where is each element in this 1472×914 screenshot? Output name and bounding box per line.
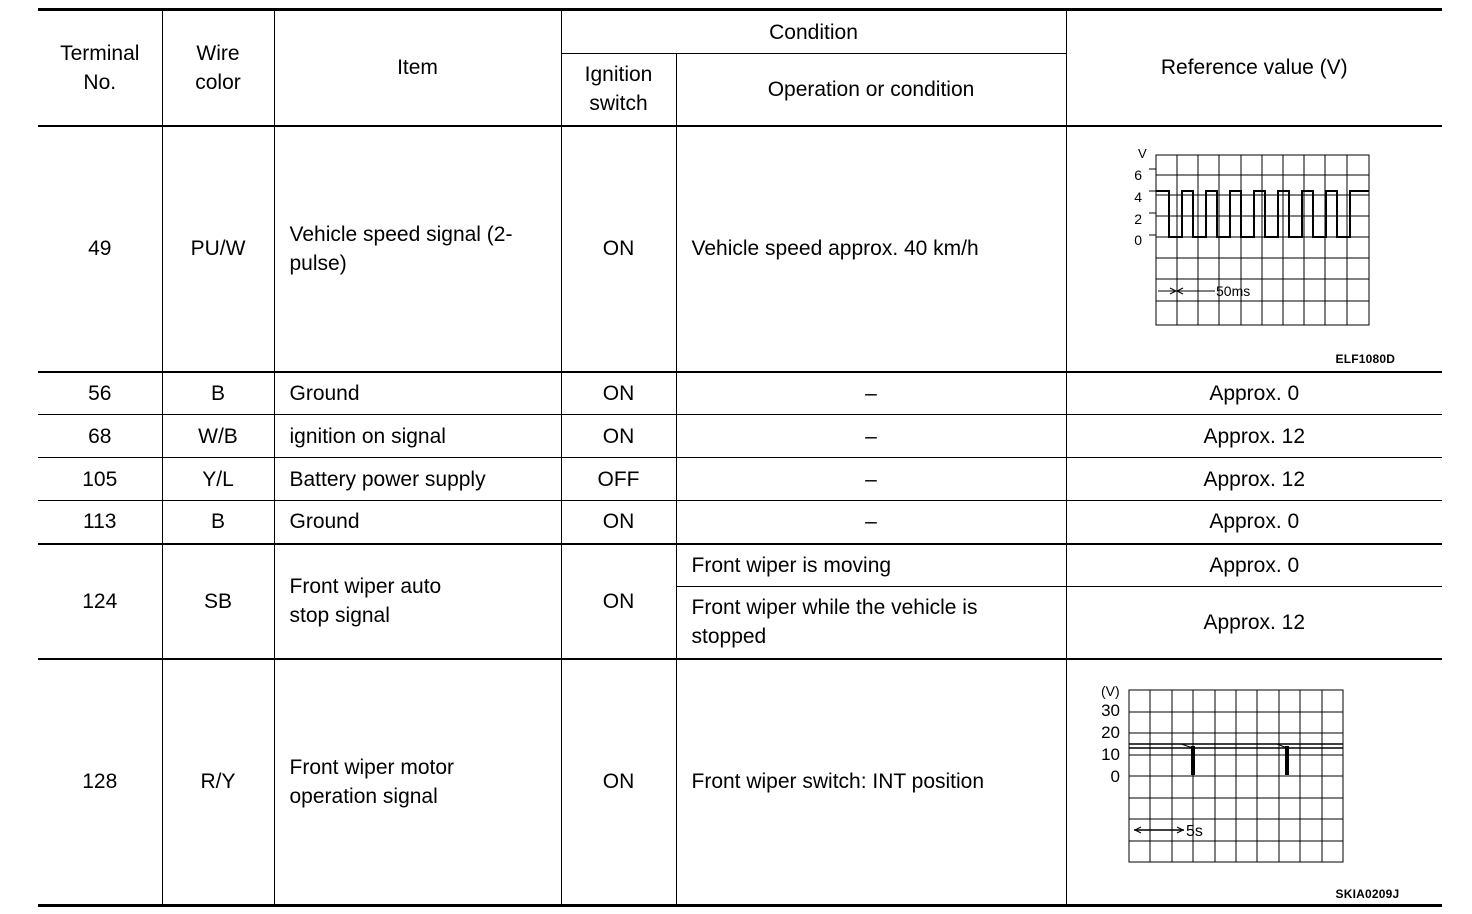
waveform-wiper-graph	[1067, 660, 1443, 904]
operation-text: Front wiper is moving	[676, 544, 1066, 587]
header-operation: Operation or condition	[676, 54, 1066, 126]
reference-value: Approx. 0	[1066, 501, 1442, 544]
item-text: ignition on signal	[274, 415, 561, 458]
header-condition: Condition	[561, 10, 1066, 54]
operation-text: Front wiper switch: INT position	[676, 659, 1066, 906]
waveform-pulse-graph	[1067, 127, 1443, 371]
wire-color: R/Y	[162, 659, 274, 906]
operation-text: –	[676, 501, 1066, 544]
terminal-no: 105	[38, 458, 162, 501]
header-reference-value: Reference value (V)	[1066, 10, 1442, 126]
ignition-value: ON	[561, 372, 676, 415]
table-row	[38, 372, 1442, 415]
figure-code: SKIA0209J	[1335, 886, 1400, 901]
reference-value: Approx. 0	[1066, 372, 1442, 415]
reference-waveform-cell	[1066, 659, 1442, 906]
reference-value: Approx. 12	[1066, 458, 1442, 501]
table-row	[38, 458, 1442, 501]
terminal-no: 56	[38, 372, 162, 415]
header-item: Item	[274, 10, 561, 126]
table-row	[38, 659, 1442, 906]
operation-text: Front wiper while the vehicle is stopped	[676, 587, 1066, 659]
reference-waveform-cell	[1066, 126, 1442, 372]
svg-text:0: 0	[1133, 231, 1142, 248]
operation-text: –	[676, 458, 1066, 501]
terminal-no: 68	[38, 415, 162, 458]
ignition-value: ON	[561, 415, 676, 458]
ignition-value: OFF	[561, 458, 676, 501]
svg-text:2: 2	[1133, 210, 1142, 227]
terminal-no: 124	[38, 544, 162, 659]
header-ignition-switch: Ignition switch	[561, 54, 676, 126]
terminal-no: 49	[38, 126, 162, 372]
svg-text:10: 10	[1100, 744, 1120, 764]
item-text: Battery power supply	[274, 458, 561, 501]
svg-text:5s: 5s	[1185, 822, 1203, 840]
header-terminal: Terminal No.	[38, 10, 162, 126]
header-wire-color: Wire color	[162, 10, 274, 126]
table-row	[38, 501, 1442, 544]
operation-text: –	[676, 372, 1066, 415]
reference-value: Approx. 12	[1066, 415, 1442, 458]
wire-color: W/B	[162, 415, 274, 458]
wire-color: SB	[162, 544, 274, 659]
svg-text:0: 0	[1110, 766, 1120, 786]
terminal-no: 128	[38, 659, 162, 906]
wire-color: B	[162, 372, 274, 415]
ignition-value: ON	[561, 544, 676, 659]
svg-text:30: 30	[1100, 700, 1120, 720]
operation-text: Vehicle speed approx. 40 km/h	[676, 126, 1066, 372]
ignition-value: ON	[561, 659, 676, 906]
table-row	[38, 126, 1442, 372]
wire-color: Y/L	[162, 458, 274, 501]
item-text: Vehicle speed signal (2-pulse)	[274, 126, 561, 372]
reference-value: Approx. 0	[1066, 544, 1442, 587]
svg-text:50ms: 50ms	[1215, 282, 1250, 299]
item-text: Front wiper auto stop signal	[274, 544, 561, 659]
terminal-no: 113	[38, 501, 162, 544]
item-text: Front wiper motor operation signal	[274, 659, 561, 906]
svg-text:20: 20	[1100, 722, 1120, 742]
reference-value: Approx. 12	[1066, 587, 1442, 659]
operation-text: –	[676, 415, 1066, 458]
ignition-value: ON	[561, 501, 676, 544]
svg-text:6: 6	[1133, 166, 1142, 183]
ignition-value: ON	[561, 126, 676, 372]
item-text: Ground	[274, 372, 561, 415]
item-text: Ground	[274, 501, 561, 544]
table-row	[38, 415, 1442, 458]
table-row	[38, 544, 1442, 587]
svg-text:(V): (V)	[1100, 682, 1120, 699]
figure-code: ELF1080D	[1335, 351, 1396, 366]
terminal-spec-table	[38, 8, 1442, 907]
svg-text:4: 4	[1133, 188, 1142, 205]
wire-color: PU/W	[162, 126, 274, 372]
wire-color: B	[162, 501, 274, 544]
svg-text:V: V	[1137, 145, 1147, 161]
